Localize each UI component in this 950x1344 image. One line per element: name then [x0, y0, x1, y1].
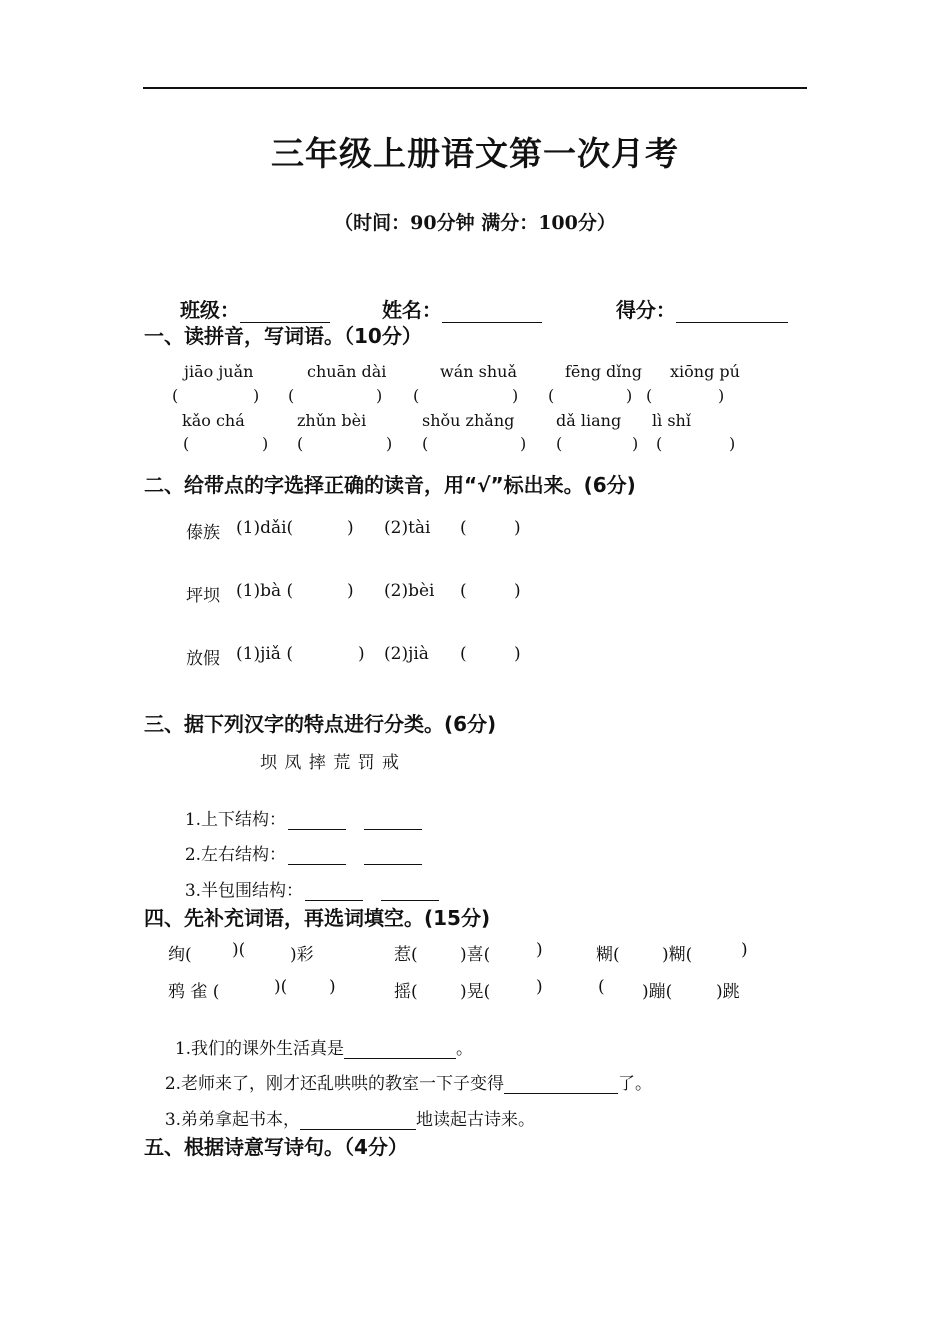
section1-heading: 一、读拼音，写词语。（10分） — [144, 324, 422, 348]
section3-item-label: 3.半包围结构： — [184, 881, 304, 901]
idiom-part: ) — [536, 940, 543, 960]
name-field — [368, 270, 542, 323]
section2-heading: 二、给带点的字选择正确的读音，用“√”标出来。(6分) — [144, 473, 636, 497]
top-rule — [143, 87, 807, 89]
class-label: 班级： — [179, 298, 240, 322]
section2-option1: (1)jiǎ ( — [236, 644, 293, 664]
pinyin-item: jiāo juǎn — [184, 362, 254, 381]
idiom-part: ) — [741, 940, 748, 960]
answer-blank[interactable] — [300, 1112, 416, 1130]
idiom-part: )喜( — [460, 945, 491, 965]
idiom-part: 惹( — [394, 945, 418, 965]
answer-paren: ( — [297, 434, 304, 453]
idiom-part: )( — [274, 977, 288, 997]
section4-heading: 四、先补充词语，再选词填空。(15分) — [144, 906, 491, 930]
section2-option1: (1)bà ( — [236, 581, 294, 601]
answer-paren: ) — [626, 386, 633, 405]
sentence-text: 了。 — [618, 1074, 653, 1094]
answer-paren: ( — [183, 434, 190, 453]
section2-option2-open: ( — [460, 581, 467, 601]
answer-paren: ( — [413, 386, 420, 405]
section2-option1-close: ) — [347, 581, 354, 601]
class-field — [166, 270, 330, 323]
sentence-text: 。 — [456, 1039, 474, 1059]
answer-paren: ) — [520, 434, 527, 453]
section5-heading: 五、根据诗意写诗句。（4分） — [144, 1135, 408, 1159]
section3-characters: 坝 凤 摔 荒 罚 戒 — [260, 753, 401, 773]
pinyin-item: kǎo chá — [182, 411, 245, 430]
section2-word: 放假 — [186, 649, 220, 669]
idiom-part: )蹦( — [642, 982, 673, 1002]
answer-paren: ) — [386, 434, 393, 453]
idiom-part: 摇( — [394, 982, 418, 1002]
score-field — [602, 270, 788, 323]
idiom-part: )( — [232, 940, 246, 960]
idiom-part: )晃( — [460, 982, 491, 1002]
answer-paren: ) — [262, 434, 269, 453]
pinyin-item: chuān dài — [307, 362, 387, 381]
answer-paren: ) — [718, 386, 725, 405]
pinyin-item: zhǔn bèi — [297, 411, 367, 430]
idiom-part: 鸦 雀 ( — [168, 982, 220, 1002]
section2-option2-close: ) — [514, 581, 521, 601]
idiom-part: )跳 — [716, 982, 740, 1002]
idiom-part: 糊( — [596, 945, 620, 965]
section3-heading: 三、据下列汉字的特点进行分类。(6分) — [144, 712, 497, 736]
pinyin-item: shǒu zhǎng — [422, 411, 515, 430]
section2-option1-close: ) — [347, 518, 354, 538]
idiom-part: )糊( — [662, 945, 693, 965]
pinyin-item: dǎ liang — [556, 411, 622, 430]
name-blank[interactable] — [442, 302, 542, 323]
exam-subtitle: （时间：90分钟 满分：100分） — [334, 212, 616, 234]
pinyin-item: fēng dǐng — [565, 362, 642, 381]
section2-word: 坪坝 — [186, 586, 220, 606]
answer-paren: ( — [556, 434, 563, 453]
section2-option2-close: ) — [514, 644, 521, 664]
idiom-part: )彩 — [290, 945, 314, 965]
section2-option2-open: ( — [460, 518, 467, 538]
section3-item-label: 1.上下结构： — [184, 810, 287, 830]
section2-option1-close: ) — [358, 644, 365, 664]
section2-option2: (2)tài — [384, 518, 431, 538]
idiom-part: ) — [329, 977, 336, 997]
answer-blank[interactable] — [305, 883, 363, 901]
score-label: 得分： — [615, 298, 676, 322]
pinyin-item: wán shuǎ — [440, 362, 517, 381]
answer-blank[interactable] — [381, 883, 439, 901]
answer-paren: ( — [656, 434, 663, 453]
name-label: 姓名： — [381, 298, 442, 322]
section3-item — [174, 856, 439, 901]
sentence-text: 1.我们的课外生活真是 — [174, 1039, 345, 1059]
answer-paren: ( — [172, 386, 179, 405]
answer-paren: ) — [729, 434, 736, 453]
section2-option2: (2)bèi — [384, 581, 435, 601]
sentence-text: 地读起古诗来。 — [416, 1110, 536, 1130]
page-title: 三年级上册语文第一次月考 — [271, 134, 679, 173]
answer-paren: ( — [548, 386, 555, 405]
sentence-text: 2.老师来了，刚才还乱哄哄的教室一下子变得 — [164, 1074, 505, 1094]
section2-option2-close: ) — [514, 518, 521, 538]
answer-paren: ( — [422, 434, 429, 453]
section2-option1: (1)dǎi( — [236, 518, 294, 538]
section3-item-label: 2.左右结构： — [184, 845, 287, 865]
pinyin-item: xiōng pú — [670, 362, 740, 381]
sentence-text: 3.弟弟拿起书本， — [164, 1110, 301, 1130]
fill-sentence — [154, 1085, 535, 1130]
answer-paren: ) — [632, 434, 639, 453]
answer-paren: ( — [646, 386, 653, 405]
answer-paren: ) — [253, 386, 260, 405]
idiom-part: ) — [536, 977, 543, 997]
section2-option2: (2)jià — [384, 644, 429, 664]
answer-paren: ) — [376, 386, 383, 405]
score-blank[interactable] — [676, 302, 788, 323]
pinyin-item: lì shǐ — [652, 411, 691, 430]
idiom-part: ( — [598, 977, 605, 997]
answer-paren: ) — [512, 386, 519, 405]
idiom-part: 绚( — [168, 945, 192, 965]
answer-paren: ( — [288, 386, 295, 405]
section2-word: 傣族 — [186, 523, 220, 543]
section2-option2-open: ( — [460, 644, 467, 664]
